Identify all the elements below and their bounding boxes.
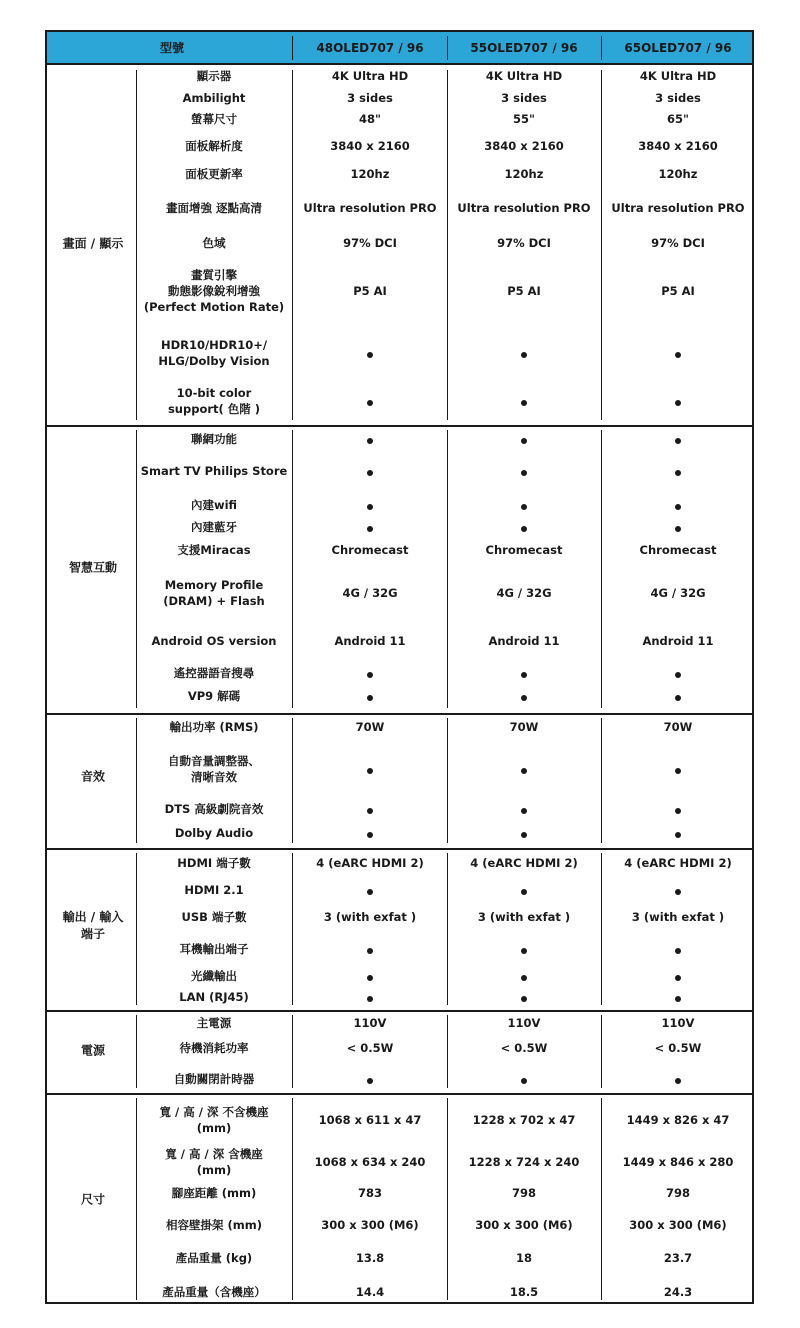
feature-dot — [521, 768, 527, 774]
spec-label-line: (mm) — [196, 1121, 232, 1135]
feature-dot — [367, 1078, 373, 1084]
spec-label-line: 腳座距離 (mm) — [171, 1186, 257, 1200]
spec-label-line: support( 色階 ) — [167, 402, 261, 416]
column-divider — [447, 853, 448, 1005]
spec-label-line: 輸出功率 (RMS) — [169, 720, 259, 734]
feature-dot — [675, 672, 681, 678]
spec-label-line: 內建藍牙 — [191, 520, 237, 534]
spec-value: 97% DCI — [343, 236, 397, 250]
section-title: 尺寸 — [80, 1192, 106, 1207]
section-title: 智慧互動 — [68, 560, 118, 575]
spec-label — [162, 1284, 266, 1300]
spec-label-line: 內建wifi — [190, 498, 238, 512]
spec-label-line: Memory Profile — [164, 578, 264, 592]
feature-dot — [521, 889, 527, 895]
spec-value: 798 — [511, 1186, 537, 1200]
spec-label-line: 耳機輸出端子 — [179, 942, 249, 956]
feature-dot — [675, 808, 681, 814]
column-divider — [447, 1015, 448, 1088]
spec-label — [191, 111, 237, 127]
spec-label-line: 寬 / 高 / 深 含機座 — [165, 1147, 263, 1161]
spec-label-line: 自動關閉計時器 — [173, 1072, 255, 1086]
spec-value: 13.8 — [355, 1251, 385, 1265]
spec-value: < 0.5W — [500, 1041, 548, 1055]
spec-value: 3 (with exfat ) — [477, 910, 571, 924]
spec-label-line: HLG/Dolby Vision — [158, 354, 270, 368]
spec-label — [191, 431, 237, 447]
spec-label-line: 待機消耗功率 — [179, 1041, 249, 1055]
column-divider — [447, 718, 448, 843]
spec-value: 300 x 300 (M6) — [629, 1218, 727, 1232]
model-name: 55OLED707 / 96 — [470, 41, 578, 55]
feature-dot — [521, 504, 527, 510]
feature-dot — [367, 400, 373, 406]
spec-label-line: 光纖輸出 — [191, 969, 237, 983]
spec-label — [165, 801, 264, 817]
feature-dot — [521, 1078, 527, 1084]
column-divider — [292, 718, 293, 843]
spec-label-line: Ambilight — [182, 91, 246, 105]
spec-value: 14.4 — [355, 1285, 385, 1299]
column-divider — [292, 853, 293, 1005]
spec-label — [183, 90, 246, 106]
spec-value: Android 11 — [642, 634, 714, 648]
section-divider — [47, 848, 752, 850]
spec-value: 70W — [663, 720, 693, 734]
section-divider — [47, 1010, 752, 1012]
spec-label-line: Dolby Audio — [174, 826, 254, 840]
spec-label — [179, 989, 249, 1005]
spec-label — [185, 166, 243, 182]
spec-value: 4K Ultra HD — [331, 69, 409, 83]
spec-label-line: 面板更新率 — [185, 167, 243, 181]
spec-label-line: 螢幕尺寸 — [191, 112, 237, 126]
feature-dot — [521, 526, 527, 532]
spec-label-line: 產品重量（含機座） — [162, 1285, 266, 1299]
spec-label — [197, 68, 232, 84]
column-divider — [292, 1098, 293, 1300]
spec-value: 120hz — [658, 167, 698, 181]
spec-label — [182, 909, 247, 925]
header-divider — [601, 36, 602, 60]
feature-dot — [521, 400, 527, 406]
spec-label-line: 產品重量 (kg) — [175, 1251, 253, 1265]
feature-dot — [521, 948, 527, 954]
feature-dot — [675, 352, 681, 358]
spec-label — [184, 882, 243, 898]
spec-value: 3 sides — [655, 91, 701, 105]
header-label: 型號 — [159, 41, 184, 55]
feature-dot — [367, 526, 373, 532]
spec-sheet — [45, 30, 754, 1304]
spec-value: 300 x 300 (M6) — [475, 1218, 573, 1232]
spec-value: 110V — [353, 1016, 387, 1030]
column-divider — [136, 718, 137, 843]
spec-label-line: HDR10/HDR10+/ — [160, 338, 268, 352]
feature-dot — [675, 1078, 681, 1084]
column-divider — [292, 1015, 293, 1088]
spec-value: 4 (eARC HDMI 2) — [470, 856, 578, 870]
spec-label-line: 寬 / 高 / 深 不含機座 — [159, 1105, 269, 1119]
column-divider — [447, 430, 448, 708]
spec-label-line: 色域 — [202, 236, 226, 250]
spec-value: 3 (with exfat ) — [323, 910, 417, 924]
spec-label — [160, 1104, 269, 1136]
spec-label — [152, 633, 277, 649]
spec-value: 70W — [355, 720, 385, 734]
feature-dot — [367, 889, 373, 895]
spec-label — [203, 235, 226, 251]
feature-dot — [521, 975, 527, 981]
header-rule — [47, 63, 752, 65]
spec-label-line: Android OS version — [151, 634, 277, 648]
spec-value: 48" — [359, 112, 381, 126]
spec-value: Ultra resolution PRO — [303, 201, 437, 215]
spec-label-line: 自動音量調整器、 — [168, 754, 260, 768]
spec-label — [169, 719, 258, 735]
spec-value: 18.5 — [509, 1285, 539, 1299]
spec-label — [168, 753, 260, 785]
spec-label — [180, 1040, 249, 1056]
feature-dot — [367, 438, 373, 444]
feature-dot — [521, 695, 527, 701]
spec-label-line: HDMI 端子數 — [177, 856, 251, 870]
spec-label-line: LAN (RJ45) — [179, 990, 249, 1004]
feature-dot — [367, 672, 373, 678]
feature-dot — [367, 768, 373, 774]
spec-value: 300 x 300 (M6) — [321, 1218, 419, 1232]
spec-value: 1068 x 634 x 240 — [314, 1155, 426, 1169]
spec-value: 4K Ultra HD — [639, 69, 717, 83]
column-divider — [136, 853, 137, 1005]
column-divider — [136, 430, 137, 708]
feature-dot — [367, 948, 373, 954]
feature-dot — [675, 996, 681, 1002]
column-divider — [447, 1098, 448, 1300]
spec-value: Android 11 — [488, 634, 560, 648]
spec-value: 4G / 32G — [342, 586, 398, 600]
column-divider — [136, 1015, 137, 1088]
feature-dot — [367, 504, 373, 510]
spec-value: P5 AI — [661, 284, 695, 298]
section-title: 輸出 / 輸入 端子 — [62, 910, 124, 941]
spec-value: 4K Ultra HD — [485, 69, 563, 83]
column-divider — [601, 70, 602, 420]
spec-value: Ultra resolution PRO — [611, 201, 745, 215]
spec-value: < 0.5W — [654, 1041, 702, 1055]
spec-label — [191, 497, 237, 513]
spec-value: P5 AI — [507, 284, 541, 298]
feature-dot — [675, 832, 681, 838]
spec-label-line: 聯網功能 — [191, 432, 237, 446]
header-divider — [447, 36, 448, 60]
feature-dot — [521, 352, 527, 358]
spec-label-line: 畫面增強 逐點高清 — [165, 201, 263, 215]
spec-value: P5 AI — [353, 284, 387, 298]
feature-dot — [367, 695, 373, 701]
column-divider — [601, 718, 602, 843]
spec-value: Android 11 — [334, 634, 406, 648]
spec-value: Chromecast — [639, 543, 717, 557]
feature-dot — [521, 832, 527, 838]
column-divider — [601, 430, 602, 708]
spec-label — [174, 665, 255, 681]
spec-value: 3840 x 2160 — [484, 139, 564, 153]
spec-label — [174, 1071, 255, 1087]
header-row — [47, 32, 752, 64]
spec-value: 97% DCI — [497, 236, 551, 250]
spec-value: 1228 x 724 x 240 — [468, 1155, 580, 1169]
spec-value: 110V — [661, 1016, 695, 1030]
spec-label-line: 清晰音效 — [191, 770, 237, 784]
spec-value: 798 — [665, 1186, 691, 1200]
spec-value: 4G / 32G — [496, 586, 552, 600]
spec-label — [180, 941, 249, 957]
feature-dot — [521, 996, 527, 1002]
spec-label — [177, 542, 250, 558]
spec-value: 120hz — [504, 167, 544, 181]
spec-label-line: 動態影像銳利增強 — [167, 284, 260, 298]
feature-dot — [675, 400, 681, 406]
spec-label-line: 主電源 — [196, 1016, 232, 1030]
column-divider — [601, 1098, 602, 1300]
spec-label — [191, 968, 237, 984]
spec-label — [191, 519, 237, 535]
model-name: 65OLED707 / 96 — [624, 41, 732, 55]
spec-value: 24.3 — [663, 1285, 693, 1299]
feature-dot — [675, 526, 681, 532]
spec-value: 3 (with exfat ) — [631, 910, 725, 924]
feature-dot — [367, 808, 373, 814]
feature-dot — [367, 975, 373, 981]
feature-dot — [521, 672, 527, 678]
feature-dot — [367, 832, 373, 838]
feature-dot — [675, 889, 681, 895]
spec-label-line: 遙控器語音搜尋 — [173, 666, 255, 680]
feature-dot — [367, 352, 373, 358]
feature-dot — [521, 438, 527, 444]
spec-label-line: (Perfect Motion Rate) — [143, 300, 285, 314]
feature-dot — [367, 996, 373, 1002]
section-title: 電源 — [80, 1043, 106, 1058]
spec-label-line: 畫質引擎 — [190, 268, 237, 282]
header-divider — [292, 36, 293, 60]
feature-dot — [521, 808, 527, 814]
spec-label — [158, 337, 269, 369]
spec-value: < 0.5W — [346, 1041, 394, 1055]
spec-label-line: USB 端子數 — [181, 910, 247, 924]
spec-label — [172, 1185, 256, 1201]
spec-value: 4 (eARC HDMI 2) — [316, 856, 424, 870]
feature-dot — [521, 470, 527, 476]
column-divider — [136, 1098, 137, 1300]
spec-label-line: (DRAM) + Flash — [163, 594, 265, 608]
feature-dot — [675, 504, 681, 510]
spec-value: Chromecast — [485, 543, 563, 557]
spec-label — [168, 385, 260, 417]
column-divider — [601, 853, 602, 1005]
spec-value: Chromecast — [331, 543, 409, 557]
column-divider — [601, 1015, 602, 1088]
section-title: 畫面 / 顯示 — [62, 236, 124, 251]
feature-dot — [675, 975, 681, 981]
spec-label-line: 10-bit color — [176, 386, 252, 400]
spec-label — [144, 267, 284, 315]
spec-value: 783 — [357, 1186, 383, 1200]
column-divider — [136, 70, 137, 420]
spec-label — [188, 688, 240, 704]
spec-value: 55" — [513, 112, 535, 126]
spec-value: 110V — [507, 1016, 541, 1030]
spec-value: 97% DCI — [651, 236, 705, 250]
feature-dot — [675, 470, 681, 476]
spec-label-line: (mm) — [196, 1163, 232, 1177]
spec-value: 1449 x 846 x 280 — [622, 1155, 734, 1169]
feature-dot — [675, 695, 681, 701]
spec-label — [176, 1250, 252, 1266]
spec-label — [163, 577, 265, 609]
spec-label — [175, 825, 253, 841]
spec-label-line: VP9 解碼 — [187, 689, 241, 703]
section-title: 音效 — [80, 769, 106, 784]
feature-dot — [675, 768, 681, 774]
column-divider — [292, 430, 293, 708]
spec-value: 3840 x 2160 — [330, 139, 410, 153]
spec-value: 1228 x 702 x 47 — [472, 1113, 576, 1127]
spec-label-line: 相容壁掛架 (mm) — [166, 1218, 262, 1232]
spec-value: 4 (eARC HDMI 2) — [624, 856, 732, 870]
spec-label — [185, 138, 243, 154]
section-divider — [47, 713, 752, 715]
spec-value: 23.7 — [663, 1251, 693, 1265]
spec-label-line: HDMI 2.1 — [184, 883, 244, 897]
spec-label — [166, 200, 262, 216]
spec-value: 120hz — [350, 167, 390, 181]
feature-dot — [367, 470, 373, 476]
spec-value: 3 sides — [347, 91, 393, 105]
feature-dot — [675, 948, 681, 954]
feature-dot — [675, 438, 681, 444]
spec-value: 1068 x 611 x 47 — [318, 1113, 422, 1127]
spec-value: 18 — [515, 1251, 533, 1265]
section-divider — [47, 425, 752, 427]
spec-label — [165, 1146, 262, 1178]
column-divider — [447, 70, 448, 420]
spec-label — [166, 1217, 262, 1233]
spec-label — [197, 1015, 232, 1031]
spec-value: 3 sides — [501, 91, 547, 105]
section-divider — [47, 1093, 752, 1095]
spec-value: 70W — [509, 720, 539, 734]
model-name: 48OLED707 / 96 — [316, 41, 424, 55]
column-divider — [292, 70, 293, 420]
spec-value: Ultra resolution PRO — [457, 201, 591, 215]
spec-value: 65" — [667, 112, 689, 126]
spec-value: 4G / 32G — [650, 586, 706, 600]
spec-label — [177, 855, 250, 871]
spec-label-line: 顯示器 — [196, 69, 232, 83]
spec-label-line: DTS 高級劇院音效 — [164, 802, 264, 816]
spec-value: 3840 x 2160 — [638, 139, 718, 153]
spec-label — [141, 463, 288, 479]
spec-label-line: 面板解析度 — [185, 139, 243, 153]
spec-value: 1449 x 826 x 47 — [626, 1113, 730, 1127]
spec-label-line: 支援Miracas — [177, 543, 251, 557]
spec-label-line: Smart TV Philips Store — [140, 464, 288, 478]
